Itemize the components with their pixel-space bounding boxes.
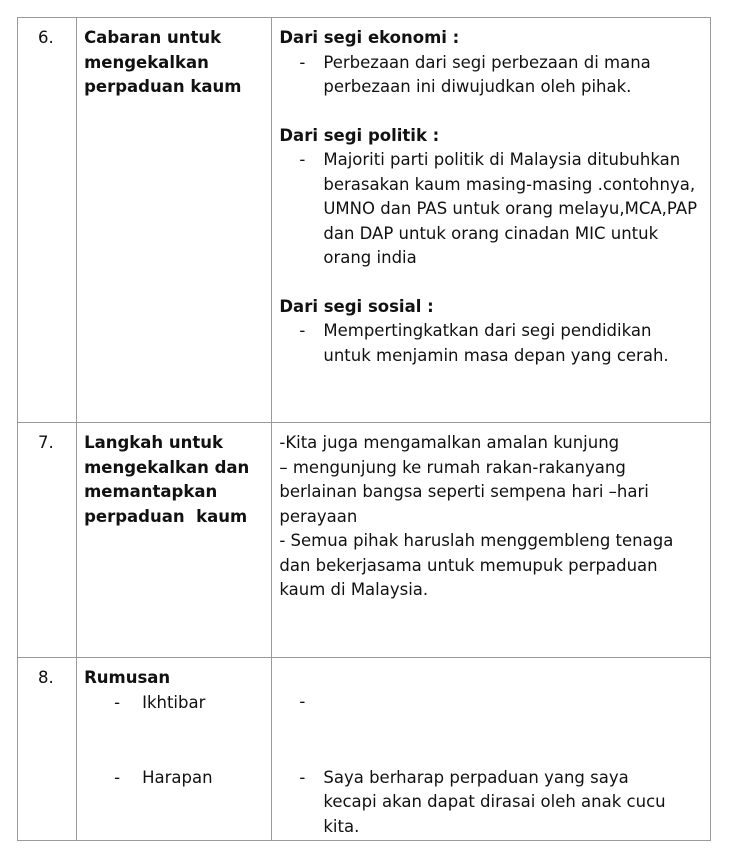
row-title xyxy=(77,18,272,423)
paragraph-line: - Semua pihak haruslah menggembleng tenaga xyxy=(279,531,674,550)
row-number: 7. xyxy=(18,423,77,658)
table-row xyxy=(18,423,711,658)
paragraph-line: perayaan xyxy=(279,506,358,526)
table-row xyxy=(18,658,711,841)
bullet-text: Perbezaan dari segi perbezaan di mana perbezaan ini diwujudkan oleh pihak. xyxy=(323,52,651,96)
bullet-dash: - xyxy=(299,692,306,711)
sub-item-label: Harapan xyxy=(142,768,213,787)
bullet-text xyxy=(323,690,704,715)
row-title xyxy=(77,423,272,658)
sub-item-label: Ikhtibar xyxy=(142,692,206,712)
bullet-item xyxy=(279,766,704,840)
bullet-dash: - xyxy=(299,52,306,72)
paragraph-line: -Kita juga mengamalkan amalan kunjung xyxy=(279,433,620,452)
bullet-text: Mempertingkatkan dari segi pendidikan untuk menjamin masa depan yang cerah. xyxy=(323,321,669,365)
title-line: mengekalkan xyxy=(84,52,209,72)
title-line: mengekalkan dan xyxy=(84,457,250,477)
title-line: memantapkan xyxy=(84,482,218,501)
table-row xyxy=(18,18,711,423)
row-content xyxy=(272,423,711,658)
bullet-dash: - xyxy=(114,768,121,787)
bullet-item xyxy=(279,319,704,368)
paragraph-line: kaum di Malaysia. xyxy=(279,580,429,599)
bullet-item xyxy=(279,51,704,100)
section-heading: Dari segi ekonomi : xyxy=(279,28,460,47)
document-table xyxy=(17,17,711,841)
paragraph-line: berlainan bangsa seperti sempena hari –hari xyxy=(279,482,649,501)
row-title xyxy=(77,658,272,841)
section-heading: Dari segi sosial : xyxy=(279,296,434,316)
title-line: Cabaran untuk xyxy=(84,28,222,47)
bullet-dash: - xyxy=(299,321,306,340)
title-line: perpaduan kaum xyxy=(84,77,242,96)
sub-item xyxy=(84,691,267,716)
bullet-text: Majoriti parti politik di Malaysia ditubuhkan berasakan kaum masing-masing .contohnya, UMNO dan PAS untuk orang melayu,MCA,PAP dan DAP untuk orang cinadan MIC untuk orang india xyxy=(323,150,698,267)
row-content xyxy=(272,658,711,841)
section-heading: Dari segi politik : xyxy=(279,125,440,145)
row-number: 6. xyxy=(18,18,77,423)
bullet-dash: - xyxy=(299,767,306,787)
bullet-item xyxy=(279,148,704,271)
title-line: perpaduan kaum xyxy=(84,506,248,526)
bullet-dash: - xyxy=(299,150,306,169)
bullet-text: Saya berharap perpaduan yang saya kecapi akan dapat dirasai oleh anak cucu kita. xyxy=(323,767,666,836)
sub-item xyxy=(84,766,267,791)
title-line: Langkah untuk xyxy=(84,433,223,452)
bullet-item xyxy=(279,690,704,715)
row-number: 8. xyxy=(18,658,77,841)
title-line: Rumusan xyxy=(84,668,171,687)
paragraph-line: dan bekerjasama untuk memupuk perpaduan xyxy=(279,555,658,575)
row-content xyxy=(272,18,711,423)
paragraph-line: – mengunjung ke rumah rakan-rakanyang xyxy=(279,457,626,477)
bullet-dash: - xyxy=(114,692,121,712)
